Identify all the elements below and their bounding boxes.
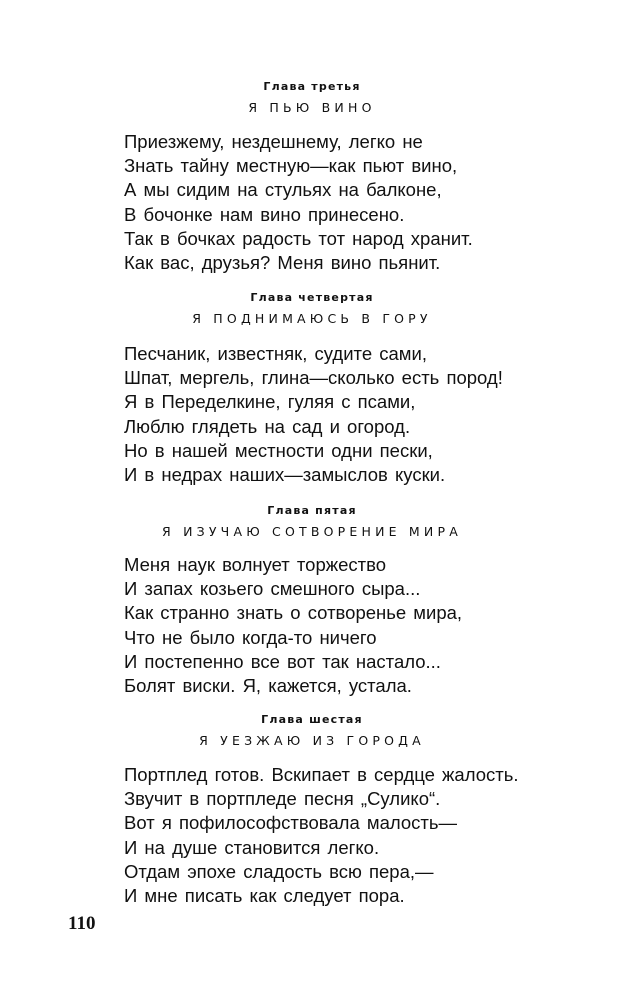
- poem-line: Песчаник, известняк, судите сами,: [124, 343, 427, 364]
- poem-line: Как странно знать о сотворенье мира,: [124, 602, 463, 624]
- chapter-4-heading: [0, 290, 624, 329]
- poem-line: Знать тайну местную—как пьют вино,: [124, 155, 458, 177]
- poem-line: А мы сидим на стульях на балконе,: [124, 179, 442, 201]
- chapter-label: Глава третья: [263, 80, 361, 93]
- poem-line: И постепенно все вот так настало...: [124, 650, 441, 672]
- chapter-6-heading: [0, 712, 624, 751]
- poem-line: Но в нашей местности одни пески,: [124, 439, 433, 461]
- poem-line: Что не было когда-то ничего: [124, 626, 377, 648]
- poem-line: Портплед готов. Вскипает в сердце жалость.: [124, 764, 519, 785]
- poem-line: И в недрах наших—замыслов куски.: [124, 463, 446, 485]
- poem-line: Шпат, мергель, глина—сколько есть пород!: [124, 367, 503, 389]
- chapter-label: Глава пятая: [267, 504, 357, 517]
- chapter-label: Глава четвертая: [250, 291, 374, 304]
- page-number: 110: [68, 913, 96, 934]
- stanza-chapter-3: [124, 130, 473, 275]
- poem-line: Болят виски. Я, кажется, устала.: [124, 674, 412, 696]
- poem-line: И мне писать как следует пора.: [124, 884, 405, 906]
- poem-line: Приезжему, нездешнему, легко не: [124, 131, 423, 152]
- poem-line: И на душе становится легко.: [124, 836, 380, 858]
- stanza-chapter-4: [124, 342, 503, 487]
- chapter-title: Я ИЗУЧАЮ СОТВОРЕНИЕ МИРА: [162, 524, 462, 539]
- chapter-title: Я ПЬЮ ВИНО: [248, 100, 376, 115]
- chapter-title: Я УЕЗЖАЮ ИЗ ГОРОДА: [199, 733, 425, 748]
- poem-line: И запах козьего смешного сыра...: [124, 578, 421, 600]
- poem-line: Я в Переделкине, гуляя с псами,: [124, 391, 416, 413]
- poem-line: Вот я пофилософствовала малость—: [124, 812, 458, 834]
- chapter-title: Я ПОДНИМАЮСЬ В ГОРУ: [192, 311, 432, 326]
- poem-line: В бочонке нам вино принесено.: [124, 203, 405, 225]
- stanza-chapter-6: [124, 763, 519, 908]
- chapter-5-heading: [0, 503, 624, 542]
- stanza-chapter-5: [124, 553, 462, 698]
- poem-line: Отдам эпохе сладость всю пера,—: [124, 860, 434, 882]
- poem-line: Люблю глядеть на сад и огород.: [124, 415, 411, 437]
- poem-line: Так в бочках радость тот народ хранит.: [124, 227, 473, 249]
- poem-line: Меня наук волнует торжество: [124, 554, 387, 575]
- poem-line: Звучит в портпледе песня „Сулико“.: [124, 788, 441, 810]
- chapter-label: Глава шестая: [261, 713, 363, 726]
- poem-line: Как вас, друзья? Меня вино пьянит.: [124, 251, 441, 273]
- chapter-3-heading: [0, 79, 624, 118]
